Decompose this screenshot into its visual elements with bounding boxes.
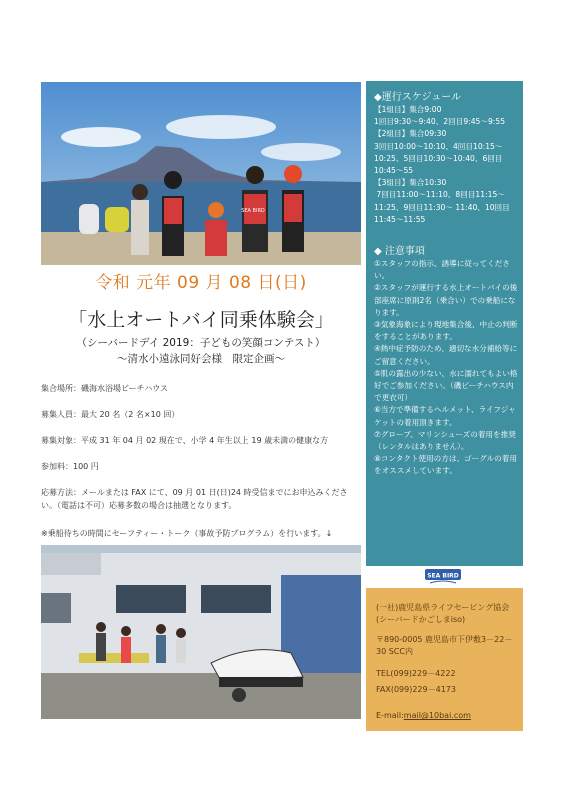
notes-heading: ◆ 注意事項 [374, 246, 425, 257]
photo-beach-house [41, 545, 361, 719]
subtitle-line-1: （シーバードデイ 2019：子どもの笑顔コンテスト） [76, 337, 326, 349]
schedule-item: 【2組目】集合09:30 [374, 129, 447, 139]
schedule-list [374, 104, 520, 226]
schedule-item: 7回目11:00～11:10、8回目11:15～11:25、9回目11:30～ 11:40、10回目11:45～11:55 [374, 190, 510, 224]
event-title: 「水上オートバイ同乗体験会」 [68, 309, 334, 331]
contact-box [366, 588, 523, 731]
notes-list [374, 258, 520, 478]
contact-tel: TEL(099)229－4222 [376, 669, 456, 678]
side-panel [366, 81, 523, 566]
event-subtitle [41, 335, 361, 367]
bib-label: SEA BIRD [241, 208, 265, 214]
note-item: ⑥当方で準備するヘルメット、ライフジャケットの着用頂きます。 [374, 405, 516, 427]
note-item: ⑤肌の露出の少ない、水に濡れてもよい格好でご参加ください。（磯ビーチハウス内で更衣可） [374, 368, 518, 403]
note-item: ④熱中症予防のため、適切な水分補給等にご留意ください。 [374, 344, 518, 366]
event-date: 令和 元年 09 月 08 日(日) [95, 273, 307, 293]
logo-text: SEA BIRD [427, 572, 459, 580]
subtitle-line-2: ～清水小遠泳同好会様 限定企画～ [117, 353, 285, 365]
eligibility: 募集対象：平成 31 年 04 月 02 現在で、小学 4 年生以上 19 歳未満の健康な方 [41, 436, 329, 445]
safety-talk-note: ※乗船待ちの時間にセーフティー・トーク（事故予防プログラム）を行います。↓ [41, 529, 333, 538]
seabird-logo [424, 567, 462, 587]
schedule-heading: ◆運行スケジュール [374, 92, 462, 103]
contact-address: 〒890-0005 鹿児島市下伊敷3－22－30 SCC内 [376, 635, 513, 656]
schedule-item: 【3組目】集合10:30 [374, 178, 447, 188]
photo-beach-group [41, 82, 361, 265]
contact-org: (一社)鹿児島県ライフセービング協会(シーバードかごしまiso) [376, 603, 510, 624]
email-label: E-mail: [376, 711, 404, 720]
note-item: ⑦グローブ、マリンシューズの着用を推奨（レンタルはありません）。 [374, 429, 516, 452]
contact-email [376, 710, 516, 722]
note-item: ⑧コンタクト使用の方は、ゴーグルの着用をオススメしています。 [374, 454, 517, 476]
note-item: ②スタッフが運行する水上オートバイの後部座席に原則2名（乗合い）での乗船になります。 [374, 283, 518, 317]
email-link[interactable]: mail@10bai.com [403, 711, 471, 720]
schedule-item: 3回目10:00～10:10、4回目10:15～10:25、5回目10:30～10:40、6回目10:45～55 [374, 141, 503, 176]
note-item: ①スタッフの指示、誘導に従ってください。 [374, 259, 510, 281]
meeting-place: 集合場所：磯海水浴場ビーチハウス [41, 384, 168, 393]
note-item: ③気象海象により現地集合後、中止の判断をすることがあります。 [374, 320, 518, 342]
capacity: 募集人員：最大 20 名（2 名×10 回） [41, 410, 180, 419]
contact-fax: FAX(099)229－4173 [376, 685, 456, 694]
schedule-item: 1回目9:30～9:40、2回目9:45～9:55 [374, 117, 506, 127]
fee: 参加料：100 円 [41, 462, 99, 471]
application-method: 応募方法：メールまたは FAX にて、09 月 01 日(日)24 時受信までにお申込みください。（電話は不可）応募多数の場合は抽選となります。 [41, 488, 348, 510]
schedule-item: 【1組目】集合9:00 [374, 105, 442, 114]
